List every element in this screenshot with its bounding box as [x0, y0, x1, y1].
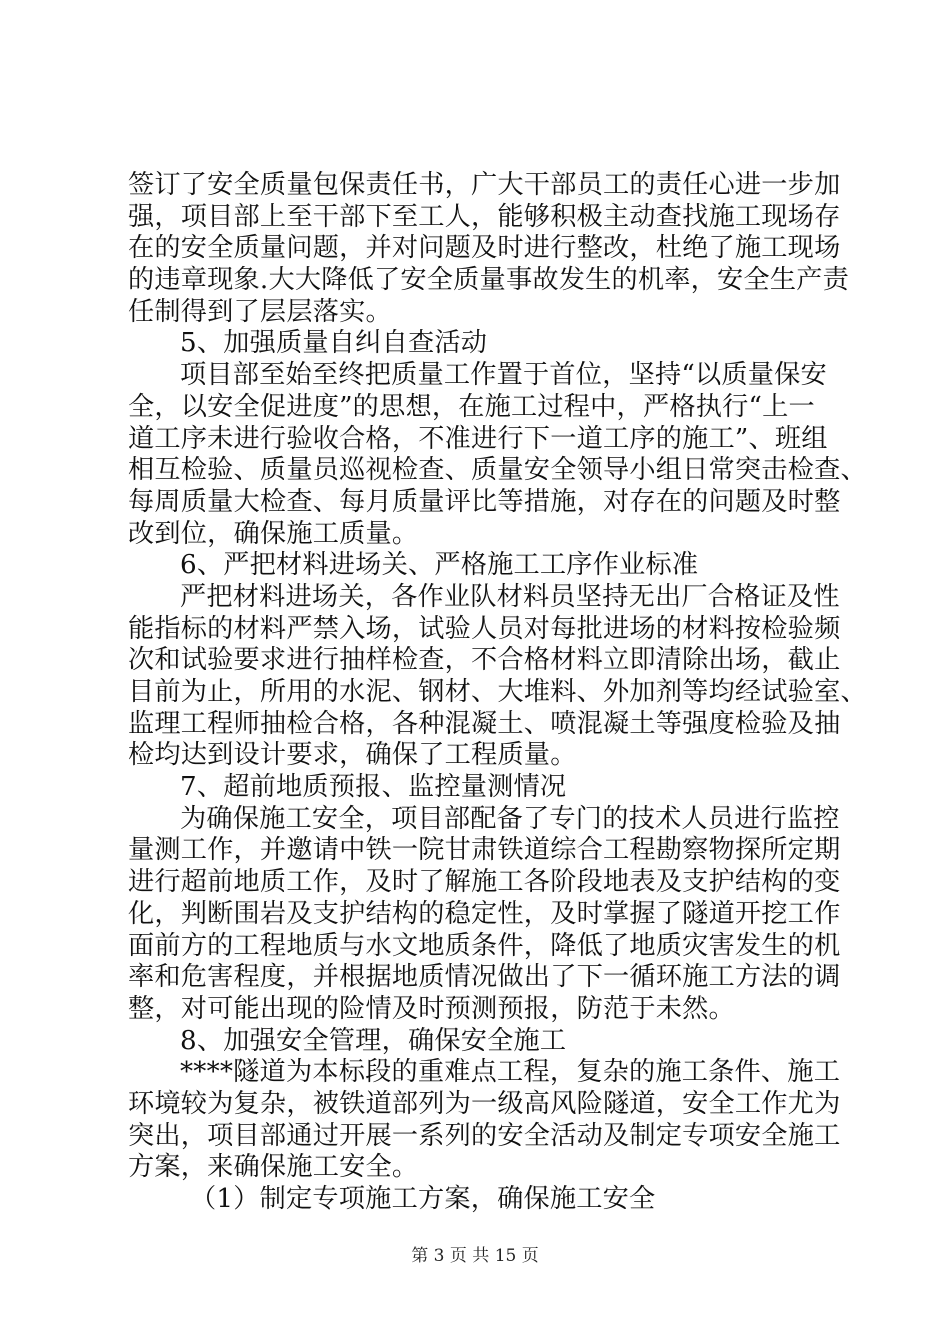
text-line: 化，判断围岩及支护结构的稳定性，及时掌握了隧道开挖工作: [128, 898, 841, 929]
text-line: 任制得到了层层落实。: [128, 296, 392, 327]
text-line: 签订了安全质量包保责任书，广大干部员工的责任心进一步加: [128, 170, 841, 200]
text-line: 检均达到设计要求，确保了工程质量。: [128, 740, 577, 771]
text-line: 全，以安全促进度”的思想，在施工过程中，严格执行“上一: [128, 391, 815, 422]
document-body: [128, 170, 867, 1216]
text-line: 进行超前地质工作，及时了解施工各阶段地表及支护结构的变: [128, 867, 841, 898]
page-number-footer: 第 3 页 共 15 页: [411, 1246, 539, 1266]
subsection-heading: （1）制定专项施工方案，确保施工安全: [190, 1184, 656, 1214]
text-line: 面前方的工程地质与水文地质条件，降低了地质灾害发生的机: [128, 930, 841, 961]
text-line: 在的安全质量问题，并对问题及时进行整改，杜绝了施工现场: [128, 233, 841, 264]
text-line: 严把材料进场关，各作业队材料员坚持无出厂合格证及性: [180, 581, 840, 612]
text-line: 每周质量大检查、每月质量评比等措施，对存在的问题及时整: [128, 486, 841, 517]
text-line: 次和试验要求进行抽样检查，不合格材料立即清除出场，截止: [128, 645, 841, 676]
text-line: 监理工程师抽检合格，各种混凝土、喷混凝土等强度检验及抽: [128, 708, 841, 739]
text-line: 的违章现象.大大降低了安全质量事故发生的机率，安全生产责: [128, 265, 849, 296]
text-line: 强，项目部上至干部下至工人，能够积极主动查找施工现场存: [128, 201, 841, 232]
text-line: 为确保施工安全，项目部配备了专门的技术人员进行监控: [180, 803, 840, 834]
text-line: 量测工作，并邀请中铁一院甘肃铁道综合工程勘察物探所定期: [128, 835, 841, 866]
text-line: 整，对可能出现的险情及时预测预报，防范于未然。: [128, 993, 735, 1024]
text-line: ****隧道为本标段的重难点工程，复杂的施工条件、施工: [180, 1057, 841, 1088]
section-heading: 7、超前地质预报、监控量测情况: [180, 772, 567, 803]
text-line: 改到位，确保施工质量。: [128, 518, 419, 549]
section-heading: 8、加强安全管理，确保安全施工: [180, 1025, 567, 1056]
text-line: 能指标的材料严禁入场，试验人员对每批进场的材料按检验频: [128, 613, 841, 644]
text-line: 突出，项目部通过开展一系列的安全活动及制定专项安全施工: [128, 1120, 841, 1151]
text-line: 目前为止，所用的水泥、钢材、大堆料、外加剂等均经试验室、: [128, 677, 867, 707]
text-line: 相互检验、质量员巡视检查、质量安全领导小组日常突击检查、: [128, 455, 867, 486]
section-heading: 6、严把材料进场关、严格施工工序作业标准: [180, 550, 699, 581]
text-line: 项目部至始至终把质量工作置于首位，坚持“以质量保安: [180, 360, 827, 391]
text-line: 率和危害程度，并根据地质情况做出了下一循环施工方法的调: [128, 962, 841, 993]
text-line: 环境较为复杂，被铁道部列为一级高风险隧道，安全工作尤为: [128, 1088, 841, 1119]
text-line: 方案，来确保施工安全。: [128, 1152, 419, 1183]
section-heading: 5、加强质量自纠自查活动: [180, 328, 488, 359]
text-line: 道工序未进行验收合格，不准进行下一道工序的施工”、班组: [128, 423, 828, 454]
